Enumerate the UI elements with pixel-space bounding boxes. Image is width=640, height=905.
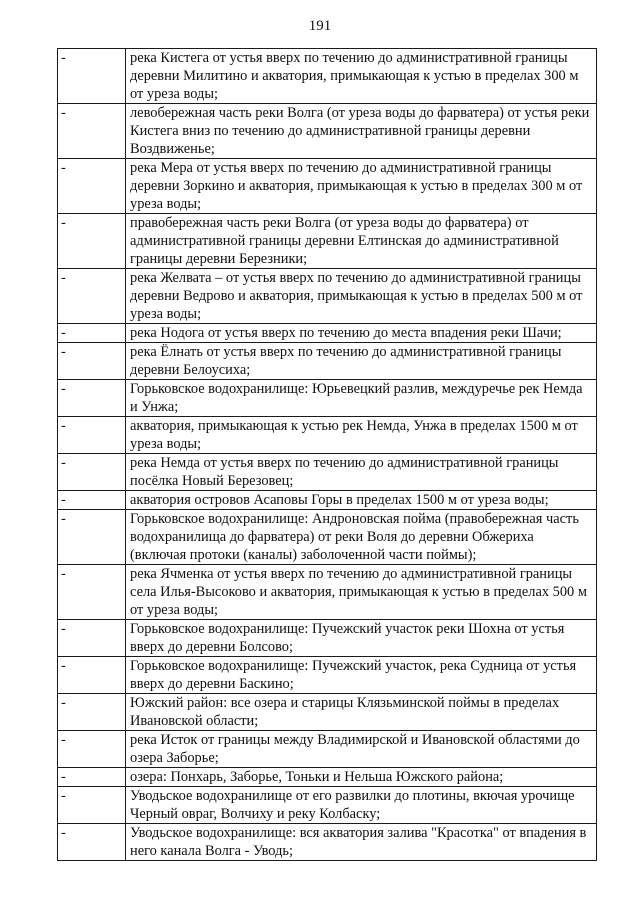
table-row	[58, 380, 597, 417]
table-row	[58, 454, 597, 491]
row-marker: -	[58, 510, 126, 565]
row-marker: -	[58, 343, 126, 380]
table-row	[58, 565, 597, 620]
row-marker: -	[58, 324, 126, 343]
row-text: Горьковское водохранилище: Пучежский участок реки Шохна от устья вверх до деревни Болсово;	[126, 620, 597, 657]
table-row	[58, 49, 597, 104]
table-row	[58, 104, 597, 159]
row-marker: -	[58, 269, 126, 324]
row-text: акватория островов Асаповы Горы в пределах 1500 м от уреза воды;	[126, 491, 597, 510]
row-text: река Нодога от устья вверх по течению до места впадения реки Шачи;	[126, 324, 597, 343]
table-row	[58, 417, 597, 454]
page-number: 191	[308, 18, 332, 34]
table-row	[58, 324, 597, 343]
row-marker: -	[58, 380, 126, 417]
table-row	[58, 731, 597, 768]
table-row	[58, 159, 597, 214]
table-row	[58, 768, 597, 787]
row-marker: -	[58, 214, 126, 269]
row-marker: -	[58, 565, 126, 620]
row-marker: -	[58, 731, 126, 768]
table-row	[58, 269, 597, 324]
row-text: Горьковское водохранилище: Юрьевецкий разлив, междуречье рек Немда и Унжа;	[126, 380, 597, 417]
table-row	[58, 343, 597, 380]
row-text: озера: Понхарь, Заборье, Тоньки и Нельша Южского района;	[126, 768, 597, 787]
table-row	[58, 491, 597, 510]
row-text: Южский район: все озера и старицы Клязьминской поймы в пределах Ивановской области;	[126, 694, 597, 731]
regulation-table	[57, 48, 597, 861]
table-row	[58, 824, 597, 861]
row-marker: -	[58, 768, 126, 787]
row-text: река Ячменка от устья вверх по течению до административной границы села Илья-Высоково и акватория, примыкающая к устью в пределах 500 м от уреза воды;	[126, 565, 597, 620]
row-marker: -	[58, 694, 126, 731]
row-text: река Желвата – от устья вверх по течению до административной границы деревни Ведрово и акватория, примыкающая к устью в пределах 500 м от уреза воды;	[126, 269, 597, 324]
table-row	[58, 214, 597, 269]
row-text: река Исток от границы между Владимирской и Ивановской областями до озера Заборье;	[126, 731, 597, 768]
row-marker: -	[58, 417, 126, 454]
row-text: река Ёлнать от устья вверх по течению до административной границы деревни Белоусиха;	[126, 343, 597, 380]
row-text: река Немда от устья вверх по течению до административной границы посёлка Новый Березовец;	[126, 454, 597, 491]
row-text: правобережная часть реки Волга (от уреза воды до фарватера) от административной границы деревни Елтинская до административной границы деревни Березники;	[126, 214, 597, 269]
row-marker: -	[58, 49, 126, 104]
row-text: акватория, примыкающая к устью рек Немда, Унжа в пределах 1500 м от уреза воды;	[126, 417, 597, 454]
table-row	[58, 787, 597, 824]
row-text: Горьковское водохранилище: Пучежский участок, река Судница от устья вверх до деревни Баскино;	[126, 657, 597, 694]
table-row	[58, 510, 597, 565]
row-marker: -	[58, 491, 126, 510]
row-marker: -	[58, 104, 126, 159]
table-row	[58, 620, 597, 657]
row-text: левобережная часть реки Волга (от уреза воды до фарватера) от устья реки Кистега вниз по течению до административной границы деревни Воздвиженье;	[126, 104, 597, 159]
row-text: Уводьское водохранилище от его развилки до плотины, вкючая урочище Черный овраг, Волчиху и реку Колбаску;	[126, 787, 597, 824]
table-row	[58, 694, 597, 731]
row-marker: -	[58, 657, 126, 694]
table-row	[58, 657, 597, 694]
row-text: река Мера от устья вверх по течению до административной границы деревни Зоркино и акватория, примыкающая к устью в пределах 300 м от уреза воды;	[126, 159, 597, 214]
row-marker: -	[58, 159, 126, 214]
row-marker: -	[58, 787, 126, 824]
row-text: Горьковское водохранилище: Андроновская пойма (правобережная часть водохранилища до фарватера) от реки Воля до деревни Обжериха (включая протоки (каналы) заболоченной части поймы);	[126, 510, 597, 565]
table-body	[58, 49, 597, 861]
row-marker: -	[58, 620, 126, 657]
row-text: Уводьское водохранилище: вся акватория залива "Красотка" от впадения в него канала Волга - Уводь;	[126, 824, 597, 861]
row-text: река Кистега от устья вверх по течению до административной границы деревни Милитино и акватория, примыкающая к устью в пределах 300 м от уреза воды;	[126, 49, 597, 104]
row-marker: -	[58, 454, 126, 491]
row-marker: -	[58, 824, 126, 861]
